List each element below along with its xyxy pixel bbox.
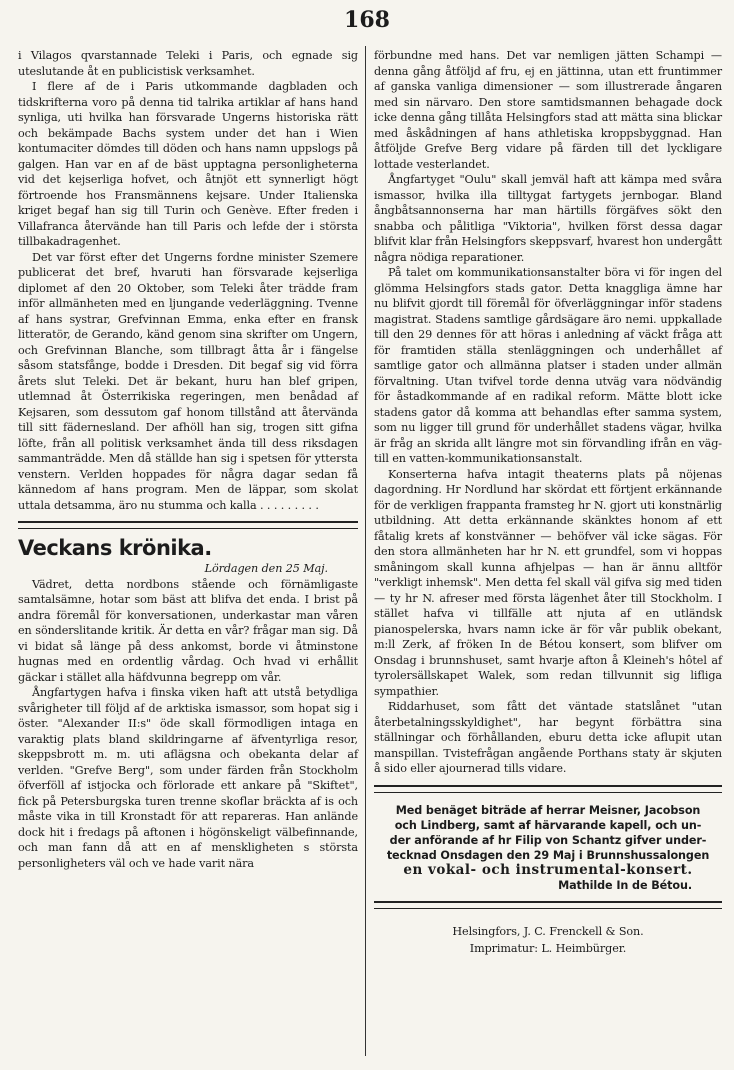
announcement-line: Med benäget biträde af herrar Meisner, Jacobson [395, 803, 701, 817]
left-column [18, 48, 358, 871]
article-paragraph: I flere af de i Paris utkommande dagbladen och tidskrifterna voro på denna tid talrika artiklar af hans hand synliga, uti hvilka han försvarade Ungerns historiska rätt och bekämpade Bachs system under det han i Wien kontumaciter dömdes till döden och hans namn uppslogs på galgen. Han var en af de bäst upptagna personligheterna vid det kejserliga hofvet, och åtnjöt ett synnerligt högt förtroende hos Fransmännens kejsare. Under Italienska kriget begaf han sig till Turin och Genève. Efter freden i Villafranca återvände han till Paris och lefde der i största tillbakadragenhet. [18, 80, 358, 248]
article-paragraph: Konserterna hafva intagit theaterns plats på nöjenas dagordning. Hr Nordlund har skördat ett förtjent erkännande för de verkligen frappanta framsteg hr N. gjort uti konstnärlig utbildning. Att detta erkännande skänktes honom af ett fåtalig krets af konstvänner — behöfver väl icke sägas. För den stora allmänheten har hr N. ett grundfel, som vi hoppas småningom skall kunna afhjelpas — han är ännu alltför "verkligt inhemsk". Men detta fel skall väl gifva sig med tiden — ty hr N. afreser med första lägenhet åter till Stockholm. I stället hafva vi tillfälle att njuta af en utländsk pianospelerska, hvars namn icke är för vår publik obekant, m:ll Zerk, af fröken In de Bétou konsert, som blifver om Onsdag i brunnshuset, samt hvarje afton å Kleineh's hôtel af tyrolersällskapet Walek, som redan tillvunnit sig lifliga sympathier. [374, 467, 722, 698]
article-paragraph: Ångfartyget "Oulu" skall jemväl haft att kämpa med svåra ismassor, hvilka illa tilltygat fartygets jernbogar. Bland ångbåtsannonserna har man härtills förgäfves sökt den snabba och pålitliga "Viktoria", hvilken först dessa dagar blifvit klar från Helsingfors skeppsvarf, hvarest hon undergått några nödiga reparationer. [374, 173, 722, 264]
imprimatur-line: Imprimatur: L. Heimbürger. [469, 941, 627, 955]
article-paragraph: i Vilagos qvarstannade Teleki i Paris, och egnade sig uteslutande åt en publicistisk verksamhet. [18, 49, 358, 78]
section-divider [374, 901, 722, 909]
concert-announcement [374, 803, 722, 893]
column-divider [365, 46, 366, 1056]
printer-line: Helsingfors, J. C. Frenckell & Son. [452, 924, 644, 938]
right-column [374, 48, 722, 957]
article-paragraph: Ångfartygen hafva i finska viken haft att utstå betydliga svårigheter till följd af de arktiska ismassor, som hopat sig i öster. "Alexander II:s" öde skall förmodligen intaga en varaktig plats bland skildringarne af äfventyrliga resor, skeppsbrott m. m. uti aflägsna och obekanta delar af verlden. "Grefve Berg", som under färden från Stockholm öfverföll af istjocka och förlorade ett ankare på "Skiftet", fick på Petersburgska turen trenne skoflar bräckta af is och måste vika in till Kronstadt för att repareras. Han anlände dock hit i fredags på aftonen i högönskeligt välbefinnande, och man fann då att en af menskligheten s största personligheters väl och ve hade varit nära [18, 686, 358, 870]
article-paragraph: Det var först efter det Ungerns fordne minister Szemere publicerat det bref, hvaruti han försvarade kejserliga diplomet af den 20 Oktober, som Teleki åter trädde fram inför allmänheten med en ljungande vederläggning. Tvenne af hans systrar, Grefvinnan Emma, enka efter en fransk litteratör, de Gerando, känd genom sina skrifter om Ungern, och Grefvinnan Blanche, som tillbragt åtta år i fängelse såsom statsfånge, bodde i Dresden. Dit begaf sig vid förra årets slut Teleki. Det är bekant, huru han blef gripen, utlemnad åt Österrikiska regeringen, men benådad af Kejsaren, som dessutom gaf honom tillstånd att återvända till sitt fädernesland. Der afhöll han sig, trogen sitt gifna löfte, från all politisk verksamhet ända till dess riksdagen sammanträdde. Men då ställde han sig i spetsen för yttersta venstern. Verlden hoppades för några dagar sedan få kännedom af hans program. Men de läppar, som skolat uttala detsamma, äro nu stumma och kalla . . . . . . . . . [18, 250, 358, 512]
imprint [374, 923, 722, 957]
announcement-signature: Mathilde In de Bétou. [558, 878, 692, 892]
dateline: Lördagen den 25 Maj. [204, 562, 328, 575]
article-paragraph: Vädret, detta nordbons stående och förnämligaste samtalsämne, hotar som bäst att blifva det enda. I brist på andra föremål för konversationen, underkastar man våren en sönderslitande kritik. Är detta en vår? frågar man sig. Då vi bidat så länge på dess ankomst, borde vi åtminstone hugnas med en ordentlig vårdag. Och hvad vi erhållit gäckar i stället alla häfdvunna begrepp om vår. [18, 577, 358, 684]
section-divider [374, 785, 722, 793]
section-divider [18, 521, 358, 529]
page-number: 168 [344, 7, 390, 33]
section-title: Veckans krönika. [18, 536, 212, 560]
article-paragraph: Riddarhuset, som fått det väntade statslånet "utan återbetalningsskyldighet", har begynt förbättra sina ställningar och förhållanden, eburu detta icke aflupit utan manspillan. Tvistefrågan angående Porthans staty är skjuten å sido eller ajournerad tills vidare. [374, 700, 722, 775]
announcement-line: der anförande af hr Filip von Schantz gifver under- [389, 833, 707, 847]
article-paragraph: förbundne med hans. Det var nemligen jätten Schampi — denna gång åtföljd af fru, ej en jättinna, utan ett fruntimmer af ganska vanliga dimensioner — som illustrerade ångaren med sin närvaro. Den store samtidsmannen behagade dock icke denna gång tillåta Helsingfors stad att mätta sina blickar med åskådningen af hans athletiska kroppsbyggnad. Han åtföljde Grefve Berg vidare på färden till det lyckligare lottade vesterlandet. [374, 49, 722, 171]
announcement-headline: en vokal- och instrumental-konsert. [403, 861, 693, 878]
announcement-line: tecknad Onsdagen den 29 Maj i Brunnshussalongen [386, 848, 710, 862]
article-paragraph: På talet om kommunikationsanstalter böra vi för ingen del glömma Helsingfors stads gator. Detta knaggliga ämne har nu blifvit gjordt till föremål för öfverläggningar inför stadens magistrat. Stadens samtlige gårdsägare äro nemi. uppkallade till den 29 dennes för att höras i anledning af väckt fråga att för framtiden ställa stenläggningen och underhållet af samtlige gator och allmänna platser i staden under allmän förvaltning. Utan tvifvel torde denna utväg vara nödvändig för åstadkommande af en radikal reform. Mätte blott icke stadens gator då komma att behandlas efter samma system, som nu ligger till grund för underhållet stadens vägar, hvilka är fråg an skrida allt längre mot sin förvandling ifrån en väg- till en vatten-kommunikationsanstalt. [374, 266, 722, 465]
announcement-line: och Lindberg, samt af härvarande kapell, och un- [394, 818, 702, 832]
